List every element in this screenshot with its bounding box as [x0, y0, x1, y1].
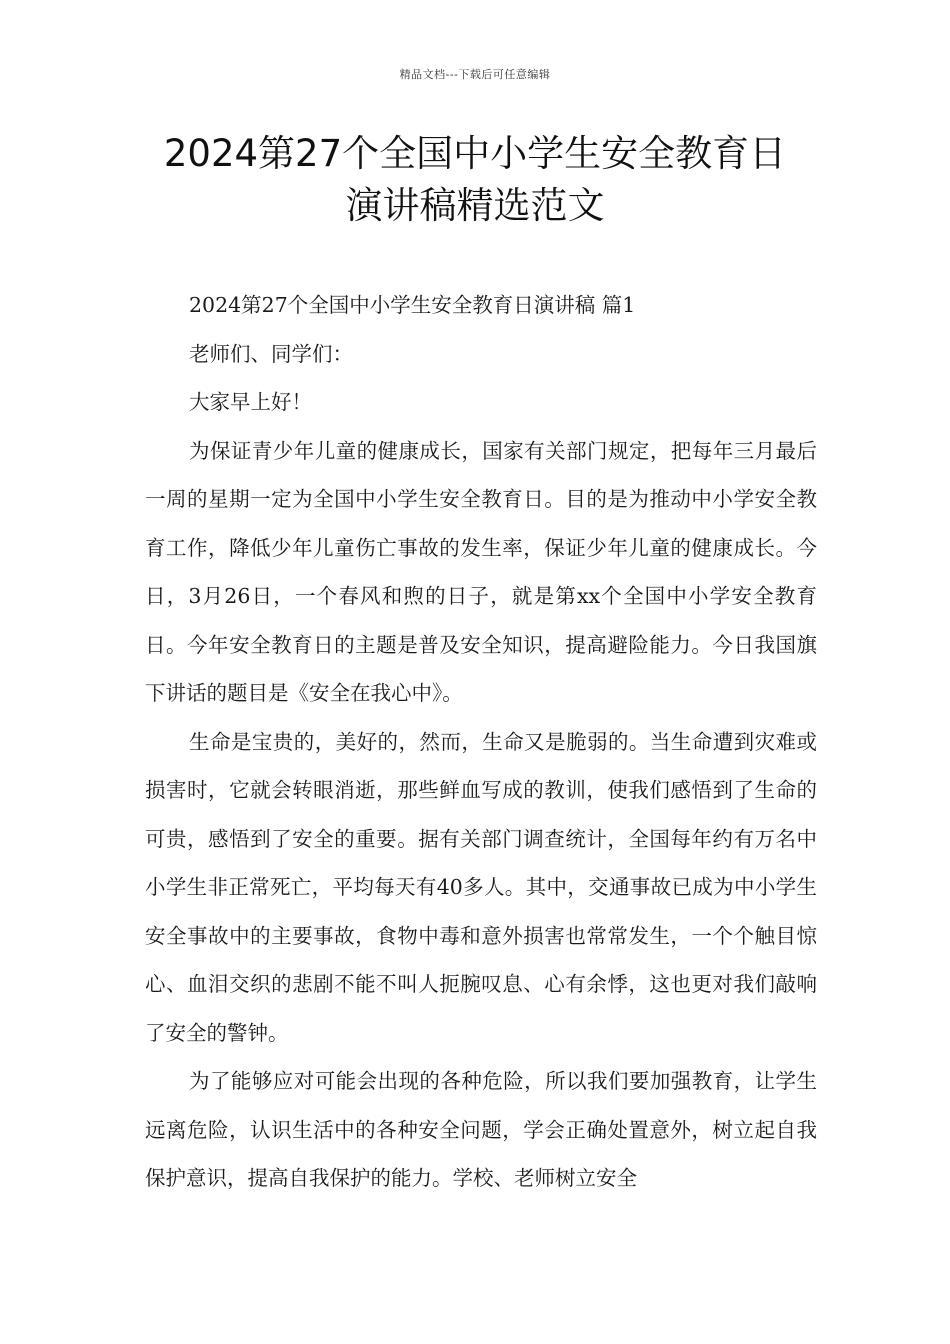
salutation: 老师们、同学们：	[189, 341, 353, 366]
greeting: 大家早上好！	[189, 390, 312, 414]
header-note: 精品文档---下载后可任意编辑	[399, 68, 551, 81]
section-heading: 2024第27个全国中小学生安全教育日演讲稿 篇1	[189, 293, 636, 317]
paragraph: 为了能够应对可能会出现的各种危险，所以我们要加强教育，让学生远离危险，认识生活中的各种安全问题，学会正确处置意外，树立起自我保护意识，提高自我保护的能力。学校、老师树立安全	[145, 1069, 817, 1190]
paragraph: 为保证青少年儿童的健康成长，国家有关部门规定，把每年三月最后一周的星期一定为全国中小学生安全教育日。目的是为推动中小学安全教育工作，降低少年儿童伤亡事故的发生率，保证少年儿童的健康成长。今日，3月26日，一个春风和煦的日子，就是第xx个全国中小学安全教育日。今年安全教育日的主题是普及安全知识，提高避险能力。今日我国旗下讲话的题目是《安全在我心中》。	[145, 438, 817, 705]
document-title	[60, 128, 890, 232]
paragraph: 生命是宝贵的，美好的，然而，生命又是脆弱的。当生命遭到灾难或损害时，它就会转眼消逝，那些鲜血写成的教训，使我们感悟到了生命的可贵，感悟到了安全的重要。据有关部门调查统计，全国每年约有万名中小学生非正常死亡，平均每天有40多人。其中，交通事故已成为中小学生安全事故中的主要事故，食物中毒和意外损害也常常发生，一个个触目惊心、血泪交织的悲剧不能不叫人扼腕叹息、心有余悸，这也更对我们敲响了安全的警钟。	[145, 729, 817, 1045]
title-line-2: 演讲稿精选范文	[345, 184, 605, 227]
title-line-1: 2024第27个全国中小学生安全教育日	[163, 132, 787, 175]
document-body	[145, 281, 817, 1203]
